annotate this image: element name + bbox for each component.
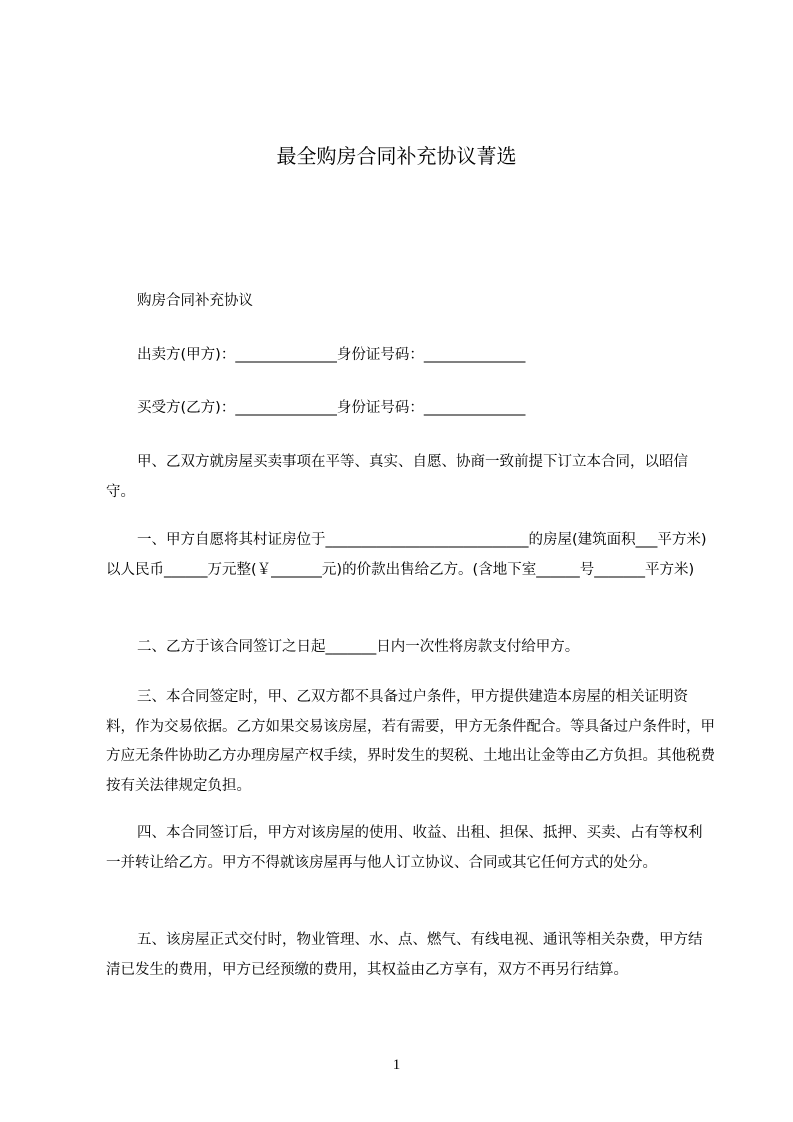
page-number: 1 — [392, 1057, 401, 1073]
clause-2-paragraph: 二、乙方于该合同签订之日起_______日内一次性将房款支付给甲方。 — [137, 639, 580, 655]
seller-line: 出卖方(甲方)：______________身份证号码：______________ — [137, 347, 526, 363]
clause-5-paragraph: 五、该房屋正式交付时，物业管理、水、点、燃气、有线电视、通讯等相关杂费，甲方结清已发生的费用，甲方已经预缴的费用，其权益由乙方享有，双方不再另行结算。 — [106, 932, 703, 978]
agreement-heading: 购房合同补充协议 — [137, 293, 253, 309]
document-title: 最全购房合同补充协议菁选 — [276, 144, 517, 168]
clause-4-paragraph: 四、本合同签订后，甲方对该房屋的使用、收益、出租、担保、抵押、买卖、占有等权利一并转让给乙方。甲方不得就该房屋再与他人订立协议、合同或其它任何方式的处分。 — [106, 825, 703, 871]
intro-paragraph: 甲、乙双方就房屋买卖事项在平等、真实、自愿、协商一致前提下订立本合同，以昭信守。 — [106, 454, 688, 500]
clause-1-paragraph: 一、甲方自愿将其村证房位于____________________________的房屋(建筑面积___平方米)以人民币______万元整(￥_______元)的价款出售给乙方。(含地下室______号_______平方米) — [106, 532, 707, 578]
buyer-line: 买受方(乙方)：______________身份证号码：______________ — [137, 400, 526, 416]
clause-3-paragraph: 三、本合同签定时，甲、乙双方都不具备过户条件，甲方提供建造本房屋的相关证明资料，作为交易依据。乙方如果交易该房屋，若有需要，甲方无条件配合。等具备过户条件时，甲方应无条件协助乙方办理房屋产权手续，界时发生的契税、土地出让金等由乙方负担。其他税费按有关法律规定负担。 — [106, 689, 715, 794]
